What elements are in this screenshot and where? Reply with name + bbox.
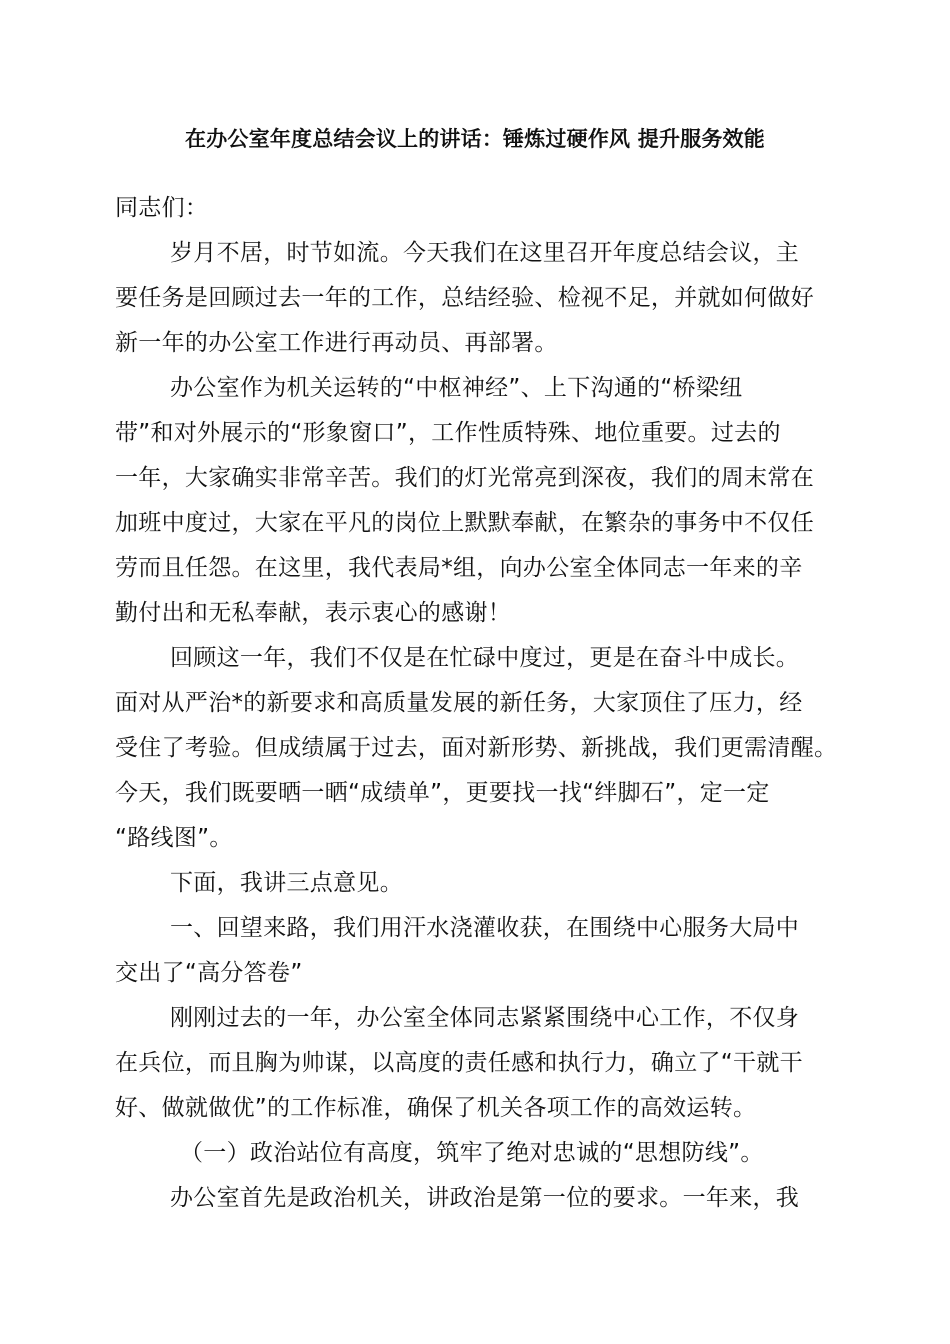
paragraph-line: 在兵位，而且胸为帅谋，以高度的责任感和执行力，确立了“干就干 — [115, 1050, 803, 1076]
salutation: 同志们： — [115, 195, 209, 221]
paragraph-line: 下面，我讲三点意见。 — [170, 870, 403, 896]
paragraph-line: 加班中度过，大家在平凡的岗位上默默奉献，在繁杂的事务中不仅任 — [115, 510, 814, 536]
paragraph-line: 今天，我们既要晒一晒“成绩单”，更要找一找“绊脚石”，定一定 — [115, 780, 770, 806]
paragraph-line: 回顾这一年，我们不仅是在忙碌中度过，更是在奋斗中成长。 — [170, 645, 800, 671]
paragraph-line: 办公室首先是政治机关，讲政治是第一位的要求。一年来，我 — [170, 1185, 800, 1211]
paragraph-line: 一年，大家确实非常辛苦。我们的灯光常亮到深夜，我们的周末常在 — [115, 465, 814, 491]
section-heading: 一、回望来路，我们用汗水浇灌收获，在围绕中心服务大局中 — [170, 915, 800, 941]
paragraph-line: “路线图”。 — [115, 825, 233, 851]
paragraph-line: 受住了考验。但成绩属于过去，面对新形势、新挑战，我们更需清醒。 — [115, 735, 838, 761]
paragraph-line: 勤付出和无私奉献，表示衷心的感谢！ — [115, 600, 512, 626]
paragraph-line: 好、做就做优”的工作标准，确保了机关各项工作的高效运转。 — [115, 1095, 757, 1121]
paragraph-line: 带”和对外展示的“形象窗口”，工作性质特殊、地位重要。过去的 — [115, 420, 781, 446]
paragraph-line: 办公室作为机关运转的“中枢神经”、上下沟通的“桥梁纽 — [170, 375, 743, 401]
document-title: 在办公室年度总结会议上的讲话：锤炼过硬作风 提升服务效能 — [185, 127, 765, 151]
paragraph-line: 岁月不居，时节如流。今天我们在这里召开年度总结会议，主 — [170, 240, 800, 266]
paragraph-line: 刚刚过去的一年，办公室全体同志紧紧围绕中心工作，不仅身 — [170, 1005, 800, 1031]
paragraph-line: 劳而且任怨。在这里，我代表局*组，向办公室全体同志一年来的辛 — [115, 555, 803, 581]
paragraph-line: 面对从严治*的新要求和高质量发展的新任务，大家顶住了压力，经 — [115, 690, 803, 716]
paragraph-line: 要任务是回顾过去一年的工作，总结经验、检视不足，并就如何做好 — [115, 285, 814, 311]
paragraph-line: 新一年的办公室工作进行再动员、再部署。 — [115, 330, 558, 356]
subsection-heading: （一）政治站位有高度，筑牢了绝对忠诚的“思想防线”。 — [180, 1140, 764, 1166]
section-heading: 交出了“高分答卷” — [115, 960, 303, 986]
